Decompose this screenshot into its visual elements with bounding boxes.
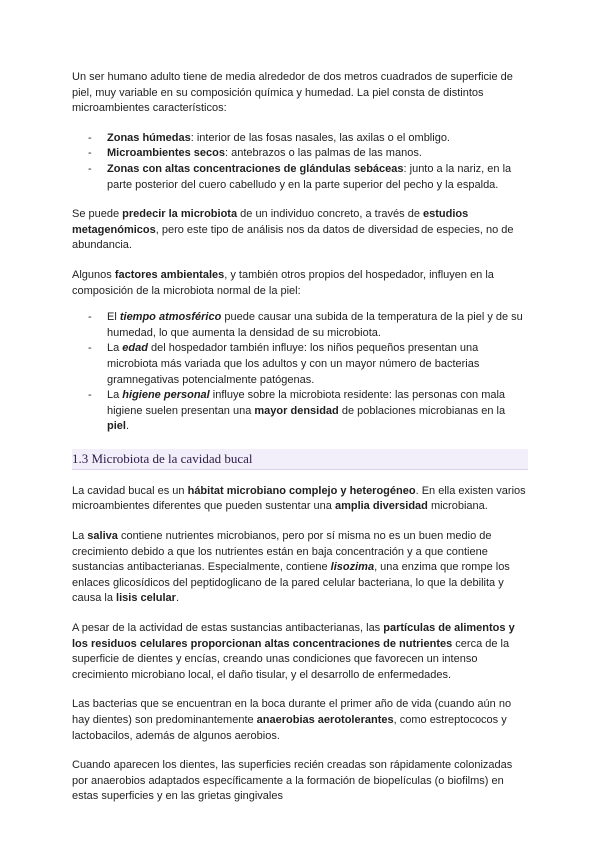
paragraph-teeth-colonization: Cuando aparecen los dientes, las superficies recién creadas son rápidamente colonizadas por anaerobios adaptados específicamente a la formación de biopelículas (o biofilms) en estas superficies y en las grietas gingivales [72, 759, 513, 803]
paragraph-oral-cavity: La cavidad bucal es un hábitat microbiano complejo y heterogéneo. En ella existen varios microambientes diferentes que pueden sustentar una amplia diversidad microbiana. [72, 484, 526, 513]
list-item: - Microambientes secos: antebrazos o las palmas de las manos. [72, 146, 528, 162]
list-item: - Zonas húmedas: interior de las fosas nasales, las axilas o el ombligo. [72, 131, 528, 147]
list-skin-microenvironments [72, 131, 528, 193]
list-item: - La higiene personal influye sobre la microbiota residente: las personas con mala higiene suelen presentan una mayor densidad de poblaciones microbianas en la piel. [72, 388, 528, 435]
list-item: - Zonas con altas concentraciones de glándulas sebáceas: junto a la nariz, en la parte posterior del cuero cabelludo y en la parte superior del pecho y la espalda. [72, 162, 528, 193]
paragraph-food-particles: A pesar de la actividad de estas sustancias antibacterianas, las partículas de alimentos y los residuos celulares proporcionan altas concentraciones de nutrientes cerca de la superficie de dientes y encías, creando unas condiciones que favorecen un intenso crecimiento microbiano local, el daño tisular, y el desarrollo de enfermedades. [72, 622, 515, 681]
list-factors [72, 310, 528, 435]
paragraph-predict-microbiota: Se puede predecir la microbiota de un individuo concreto, a través de estudios metagenómicos, pero este tipo de análisis nos da datos de diversidad de especies, no de abundancia. [72, 208, 514, 252]
list-item: - La edad del hospedador también influye: los niños pequeños presentan una microbiota más variada que los adultos y con un mayor número de bacterias gramnegativas potencialmente patógenas. [72, 341, 528, 388]
list-item: - El tiempo atmosférico puede causar una subida de la temperatura de la piel y de su humedad, lo que aumenta la densidad de su microbiota. [72, 310, 528, 341]
paragraph-saliva: La saliva contiene nutrientes microbianos, pero por sí misma no es un buen medio de crecimiento debido a que los nutrientes están en baja concentración y a que contiene sustancias antibacterianas. Especialmente, contiene lisozima, una enzima que rompe los enlaces glicosídicos del peptidoglicano de la pared celular bacteriana, lo que la debilita y causa la lisis celular. [72, 530, 510, 605]
paragraph-environmental-factors: Algunos factores ambientales, y también otros propios del hospedador, influyen en la composición de la microbiota normal de la piel: [72, 268, 494, 297]
paragraph-skin-intro: Un ser humano adulto tiene de media alrededor de dos metros cuadrados de superficie de piel, muy variable en su composición química y humedad. La piel consta de distintos microambientes característicos: [72, 71, 513, 115]
section-heading: 1.3 Microbiota de la cavidad bucal [72, 449, 528, 470]
paragraph-first-year-bacteria: Las bacterias que se encuentran en la boca durante el primer año de vida (cuando aún no hay dientes) son predominantemente anaerobias aerotolerantes, como estreptococos y lactobacilos, además de algunos aerobios. [72, 698, 512, 742]
